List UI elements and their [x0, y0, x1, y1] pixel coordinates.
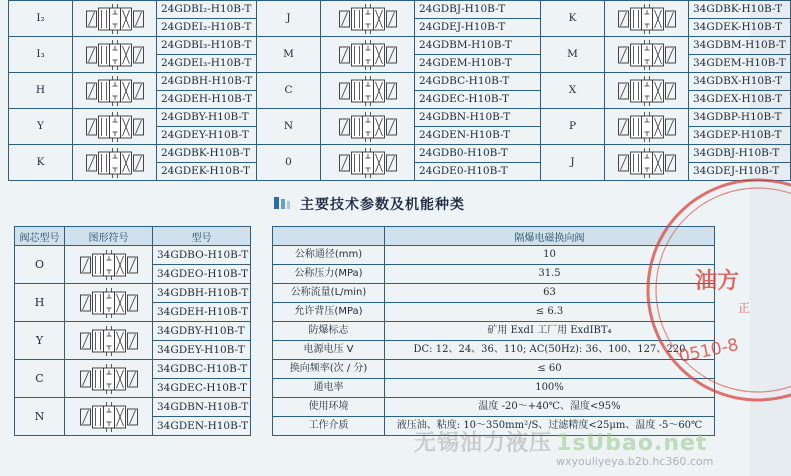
valve-symbol-cell	[321, 145, 415, 181]
model-code: 34GDBK-H10B-T	[689, 1, 791, 19]
model-code: 34GDEC-H10B-T	[153, 379, 251, 398]
model-code: 24GDEJ-H10B-T	[415, 19, 541, 37]
valve-symbol-icon	[83, 3, 147, 35]
spool-letter: K	[541, 1, 605, 37]
valve-symbol-cell	[73, 73, 157, 109]
model-code: 34GDBJ-H10B-T	[689, 145, 791, 163]
section-title: 主要技术参数及机能种类	[300, 197, 465, 213]
spool-letter: H	[9, 73, 73, 109]
valve-symbol-icon	[333, 3, 403, 35]
param-name: 公称压力(MPa)	[273, 265, 385, 284]
model-code: 24GDBH-H10B-T	[157, 73, 257, 91]
model-code: 24GDEC-H10B-T	[415, 91, 541, 109]
valve-symbol-icon	[69, 401, 149, 433]
valve-symbol-icon	[83, 111, 147, 143]
valve-symbol-cell	[321, 1, 415, 37]
table-row	[9, 37, 791, 55]
model-code: 24GDEK-H10B-T	[157, 163, 257, 181]
model-code: 24GDBN-H10B-T	[415, 109, 541, 127]
model-code: 34GDBN-H10B-T	[153, 398, 251, 417]
model-code: 34GDBH-H10B-T	[153, 284, 251, 303]
model-code: 34GDEY-H10B-T	[153, 341, 251, 360]
model-code: 34GDEJ-H10B-T	[689, 163, 791, 181]
valve-symbol-cell	[73, 145, 157, 181]
valve-symbol-icon	[333, 147, 403, 179]
spool-letter: P	[541, 109, 605, 145]
spool-type-table	[14, 226, 251, 436]
param-value: ≤ 60	[385, 360, 715, 379]
model-code: 24GDBC-H10B-T	[415, 73, 541, 91]
valve-symbol-cell	[73, 109, 157, 145]
spool-letter: M	[541, 37, 605, 73]
table-row	[15, 246, 251, 265]
model-code: 24GDEH-H10B-T	[157, 91, 257, 109]
valve-symbol-icon	[83, 147, 147, 179]
model-code: 34GDEK-H10B-T	[689, 19, 791, 37]
param-name: 公称流量(L/min)	[273, 284, 385, 303]
table-row	[15, 398, 251, 417]
watermark: 无锡油力液压 1sUbao.net	[414, 431, 708, 456]
valve-symbol-cell	[65, 322, 153, 360]
valve-symbol-cell	[73, 1, 157, 37]
model-code: 34GDEH-H10B-T	[153, 303, 251, 322]
param-name: 换向频率(次 / 分)	[273, 360, 385, 379]
model-code: 34GDBP-H10B-T	[689, 109, 791, 127]
model-code: 34GDBX-H10B-T	[689, 73, 791, 91]
model-code: 24GDBI₃-H10B-T	[157, 37, 257, 55]
valve-symbol-cell	[321, 109, 415, 145]
valve-symbol-cell	[321, 73, 415, 109]
spool-type: N	[15, 398, 65, 436]
model-code: 24GDEI₂-H10B-T	[157, 19, 257, 37]
model-code: 24GDB0-H10B-T	[415, 145, 541, 163]
param-name: 工作介质	[273, 417, 385, 436]
section-marker-icon	[274, 197, 296, 209]
param-name: 公称通径(mm)	[273, 246, 385, 265]
param-name: 防爆标志	[273, 322, 385, 341]
valve-symbol-icon	[69, 249, 149, 281]
spool-type: H	[15, 284, 65, 322]
valve-symbol-icon	[69, 325, 149, 357]
spool-letter: M	[257, 37, 321, 73]
valve-symbol-icon	[615, 3, 679, 35]
model-code: 24GDEY-H10B-T	[157, 127, 257, 145]
valve-symbol-icon	[83, 39, 147, 71]
valve-symbol-icon	[69, 363, 149, 395]
valve-symbol-cell	[65, 360, 153, 398]
spool-type: O	[15, 246, 65, 284]
model-code: 24GDBK-H10B-T	[157, 145, 257, 163]
valve-symbol-icon	[333, 111, 403, 143]
param-name: 通电率	[273, 379, 385, 398]
valve-symbol-cell	[605, 73, 689, 109]
header-model: 型号	[153, 227, 251, 246]
spool-type: C	[15, 360, 65, 398]
param-value: 10	[385, 246, 715, 265]
spool-letter: C	[257, 73, 321, 109]
valve-symbol-icon	[83, 75, 147, 107]
param-value: 31.5	[385, 265, 715, 284]
model-code: 34GDBY-H10B-T	[153, 322, 251, 341]
param-name: 电源电压 V	[273, 341, 385, 360]
spool-letter: I₃	[9, 37, 73, 73]
model-code: 34GDBC-H10B-T	[153, 360, 251, 379]
model-code: 24GDE0-H10B-T	[415, 163, 541, 181]
model-code: 24GDEM-H10B-T	[415, 55, 541, 73]
valve-symbol-cell	[65, 398, 153, 436]
model-code: 24GDEI₃-H10B-T	[157, 55, 257, 73]
param-value: 矿用 ExdI 工厂用 ExdIBT₄	[385, 322, 715, 341]
spool-letter: X	[541, 73, 605, 109]
param-value: DC: 12、24、36、110; AC(50Hz): 36、100、127、220	[385, 341, 715, 360]
spool-letter: N	[257, 109, 321, 145]
param-value: 63	[385, 284, 715, 303]
param-value: 100%	[385, 379, 715, 398]
spool-letter: I₂	[9, 1, 73, 37]
spool-letter: J	[257, 1, 321, 37]
param-value: 温度 -20～+40℃、湿度<95%	[385, 398, 715, 417]
model-code: 34GDEO-H10B-T	[153, 265, 251, 284]
table-row	[15, 360, 251, 379]
valve-symbol-cell	[605, 37, 689, 73]
table-row	[15, 322, 251, 341]
spool-letter: J	[541, 145, 605, 181]
model-code: 34GDBO-H10B-T	[153, 246, 251, 265]
watermark-url: wxyouliyeya.b2b.hc360.com	[556, 455, 714, 468]
valve-symbol-icon	[615, 75, 679, 107]
svg-text:正: 正	[738, 301, 751, 315]
spool-letter: Y	[9, 109, 73, 145]
model-code: 24GDBY-H10B-T	[157, 109, 257, 127]
header-spool-type: 阀芯型号	[15, 227, 65, 246]
model-code: 34GDEP-H10B-T	[689, 127, 791, 145]
params-header: 隔爆电磁换向阀	[385, 227, 715, 246]
spool-type: Y	[15, 322, 65, 360]
valve-symbol-cell	[65, 284, 153, 322]
table-row	[9, 73, 791, 91]
valve-symbol-cell	[605, 1, 689, 37]
valve-symbol-icon	[333, 75, 403, 107]
valve-symbol-cell	[65, 246, 153, 284]
param-name: 使用环境	[273, 398, 385, 417]
model-code: 34GDEM-H10B-T	[689, 55, 791, 73]
valve-symbol-icon	[615, 39, 679, 71]
table-row	[9, 109, 791, 127]
model-code: 24GDBJ-H10B-T	[415, 1, 541, 19]
param-value: ≤ 6.3	[385, 303, 715, 322]
valve-symbol-icon	[333, 39, 403, 71]
table-row	[9, 1, 791, 19]
spool-letter: K	[9, 145, 73, 181]
param-name: 允许背压(MPa)	[273, 303, 385, 322]
valve-symbol-icon	[69, 287, 149, 319]
header-symbol: 图形符号	[65, 227, 153, 246]
svg-text:0510-8: 0510-8	[677, 334, 741, 368]
valve-symbol-cell	[321, 37, 415, 73]
model-code: 34GDEN-H10B-T	[153, 417, 251, 436]
model-code: 24GDBM-H10B-T	[415, 37, 541, 55]
company-seal	[640, 130, 750, 410]
model-code: 24GDBI₂-H10B-T	[157, 1, 257, 19]
model-code: 34GDEX-H10B-T	[689, 91, 791, 109]
model-code: 24GDEN-H10B-T	[415, 127, 541, 145]
table-row	[15, 284, 251, 303]
valve-symbol-cell	[73, 37, 157, 73]
svg-text:油方: 油方	[695, 269, 740, 294]
model-code: 34GDBM-H10B-T	[689, 37, 791, 55]
spool-letter: 0	[257, 145, 321, 181]
param-value: 液压油、粘度: 10～350mm²/S、过滤精度<25μm、温度 -5～60℃	[385, 417, 715, 436]
